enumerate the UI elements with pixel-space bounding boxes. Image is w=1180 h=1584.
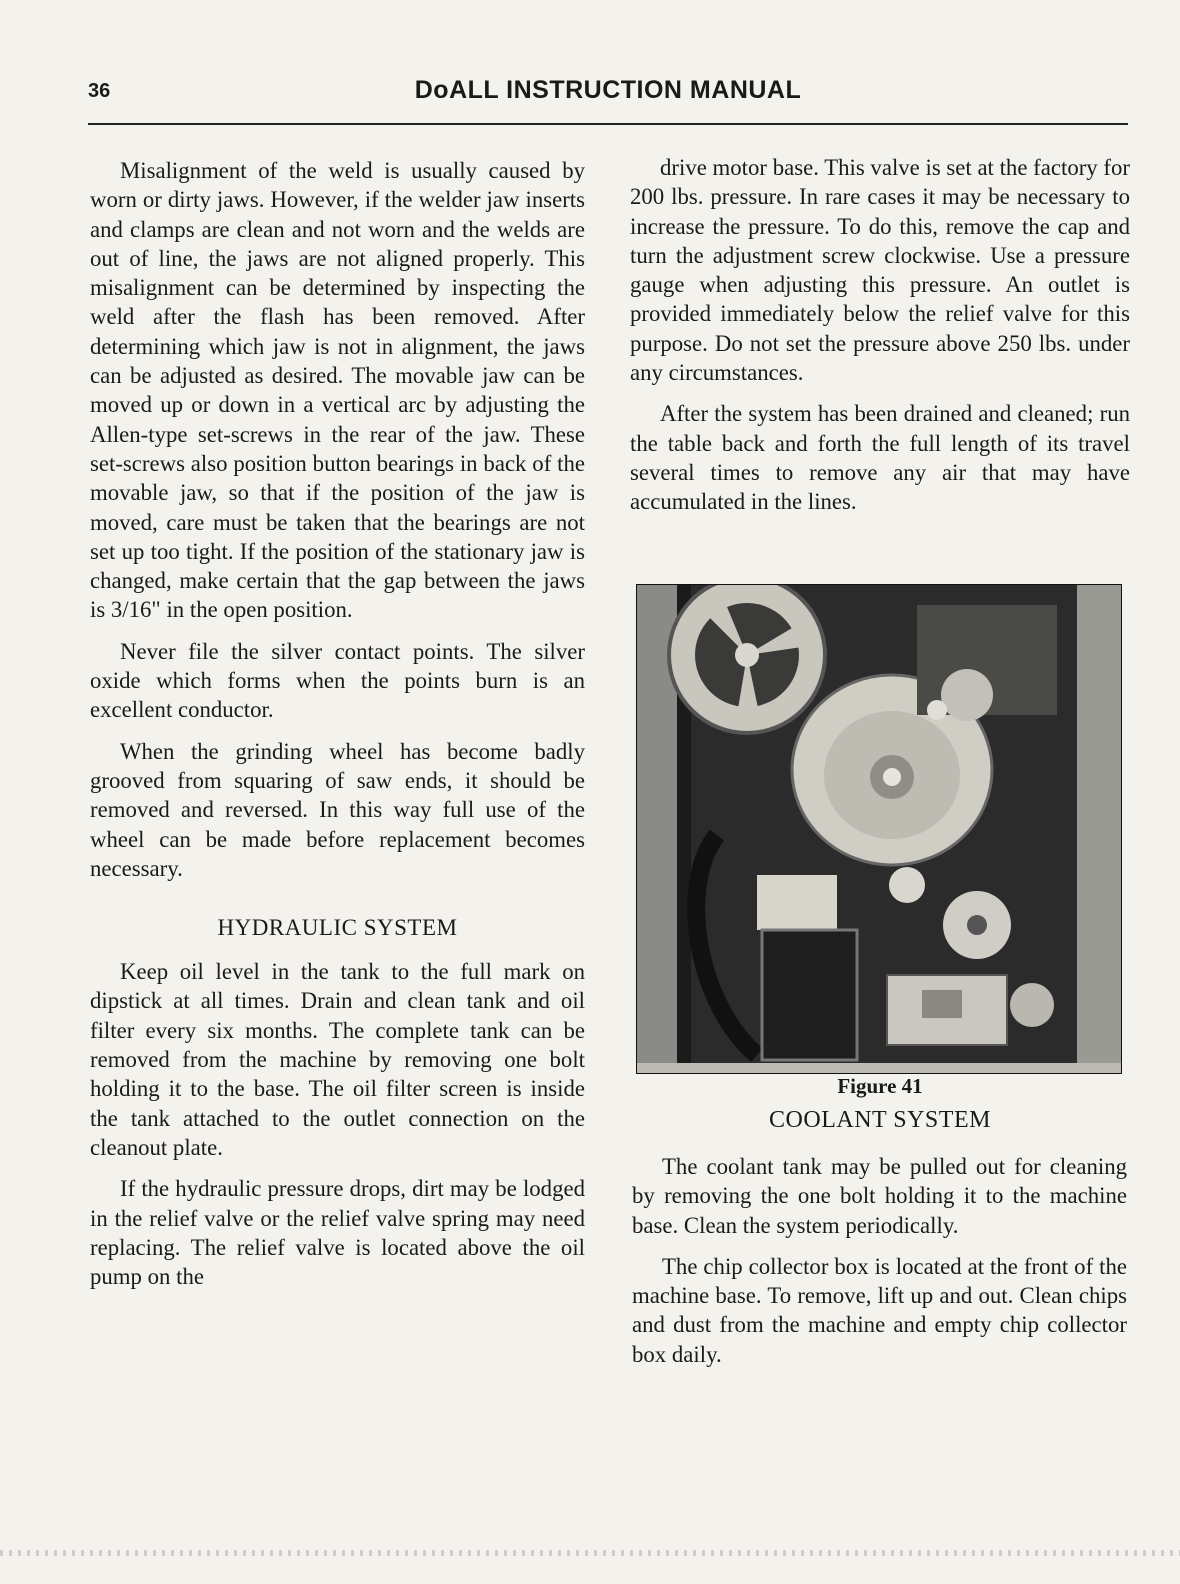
paragraph-contact-points: Never file the silver contact points. The silver oxide which forms when the points burn is an excellent conductor.: [90, 638, 585, 723]
paragraph-drain-system: After the system has been drained and cleaned; run the table back and forth the full length of its travel several times to remove any air that may have accumulated in the lines.: [630, 401, 1130, 515]
paragraph-relief-valve: drive motor base. This valve is set at the factory for 200 lbs. pressure. In rare cases it may be necessary to increase the pressure. To do this, remove the cap and turn the adjustment screw clockwise. Use a pressure gauge when adjusting this pressure. An outlet is provided immediately below the relief valve for this purpose. Do not set the pressure above 250 lbs. under any circumstances.: [630, 155, 1130, 386]
page-header: [88, 74, 1128, 114]
left-column: [90, 156, 585, 1303]
running-head: DoALL INSTRUCTION MANUAL: [414, 76, 802, 104]
scan-edge-artifact: [0, 1550, 1180, 1556]
paragraph-coolant-tank: The coolant tank may be pulled out for cleaning by removing the one bolt holding it to the machine base. Clean the system periodically.: [632, 1154, 1127, 1238]
right-column-upper: [630, 153, 1130, 529]
heading-coolant-system: COOLANT SYSTEM: [769, 1107, 991, 1133]
paragraph-hydraulic-pressure: If the hydraulic pressure drops, dirt may be lodged in the relief valve or the relief valve spring may need replacing. The relief valve is located above the oil pump on the: [90, 1176, 585, 1290]
figure-label: Figure 41: [837, 1074, 923, 1098]
paragraph-grinding-wheel: When the grinding wheel has become badly grooved from squaring of saw ends, it should be removed and reversed. In this way full use of the wheel can be made before replacement becomes necessary.: [90, 738, 585, 881]
heading-hydraulic-system: HYDRAULIC SYSTEM: [217, 915, 458, 941]
paragraph-oil-level: Keep oil level in the tank to the full mark on dipstick at all times. Drain and clean tank and oil filter every six months. The complete tank can be removed from the machine by removing one bolt holding it to the base. The oil filter screen is inside the tank attached to the outlet connection on the cleanout plate.: [90, 959, 585, 1160]
paragraph-weld-alignment: Misalignment of the weld is usually caused by worn or dirty jaws. However, if the welder jaw inserts and clamps are clean and not worn and the welds are out of line, the jaws are not aligned properly. This misalignment can be determined by inspecting the weld after the flash has been removed. After determining which jaw is not in alignment, the jaws can be adjusted as desired. The movable jaw can be moved up or down in a vertical arc by adjusting the Allen-type set-screws in the rear of the jaw. These set-screws also position button bearings in back of the movable jaw, so that if the position of the jaw is moved, care must be taken that the bearings are not set up too tight. If the position of the stationary jaw is changed, make certain that the gap between the jaws is 3/16" in the open position.: [90, 158, 585, 623]
paragraph-chip-collector: The chip collector box is located at the front of the machine base. To remove, lift up and out. Clean chips and dust from the machine and empty chip collector box daily.: [632, 1253, 1127, 1367]
page-number: 36: [88, 80, 111, 102]
right-column-lower: [632, 1152, 1127, 1381]
figure-41-photo: [636, 584, 1122, 1074]
machine-photo-illustration: [637, 585, 1121, 1073]
header-rule: [88, 123, 1128, 125]
